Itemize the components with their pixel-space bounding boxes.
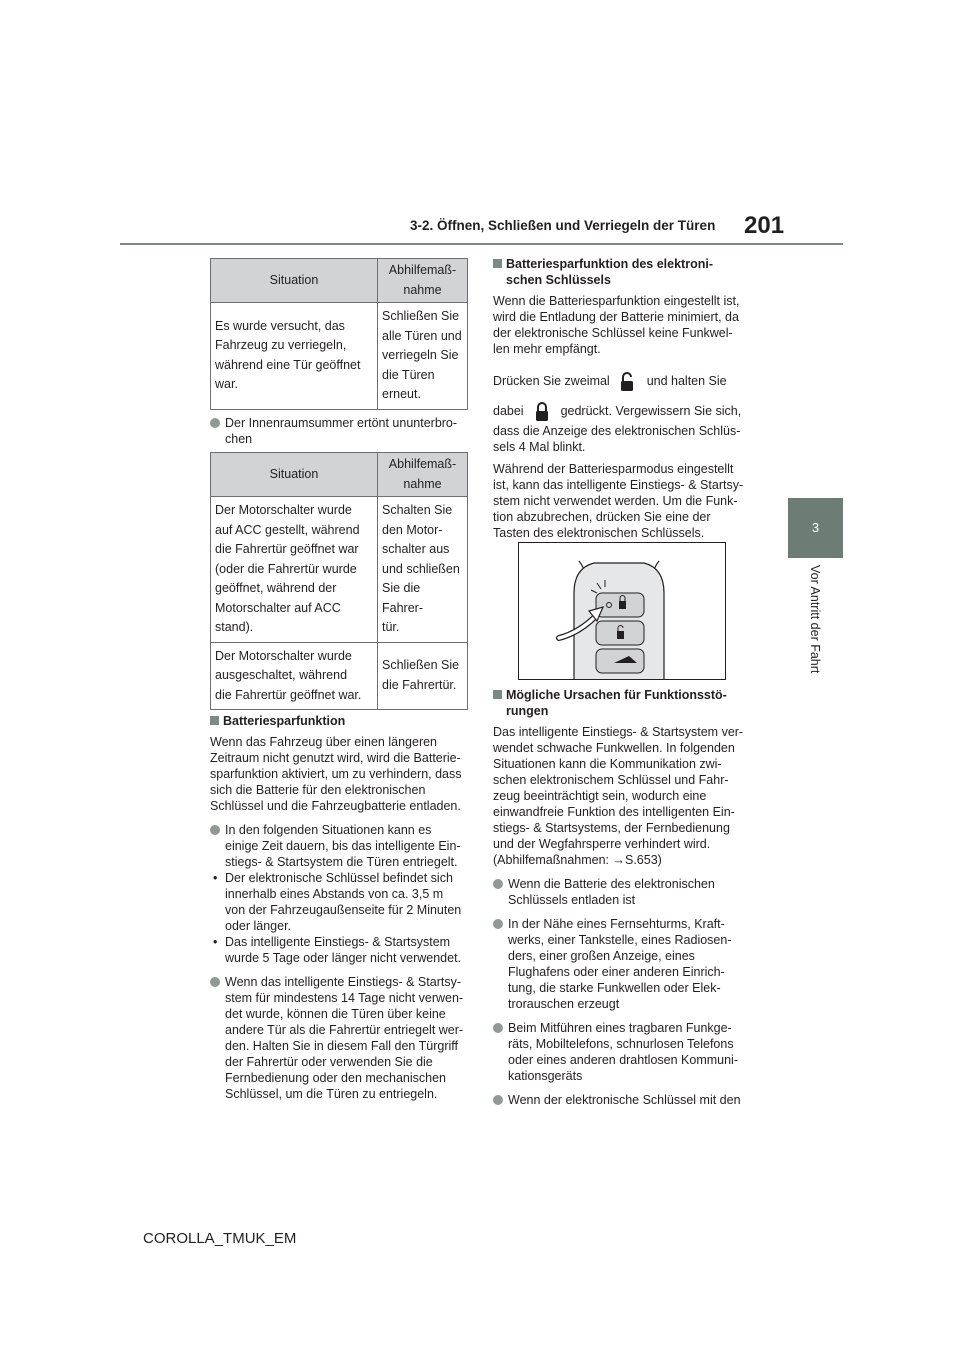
key-battery-text-2: Während der Batteriesparmodus eingestellt ist, kann das intelligente Einstiegs- & Startsy- stem nicht verwendet werden. Um die Funk- tion abzubrechen, drücken Sie eine der Tasten des elektronischen Schlüssels.: [493, 462, 744, 540]
malfunction-bullet-1: Wenn die Batterie des elektronischen Schlüssels entladen ist: [493, 876, 763, 908]
key-battery-text: Wenn die Batteriesparfunktion eingestellt ist, wird die Entladung der Batterie minimiert, da der elektronische Schlüssel keine Funkwel- len mehr empfängt.: [493, 294, 740, 356]
key-battery-instruction-3: dass die Anzeige des elektronischen Schlüs- sels 4 Mal blinkt.: [493, 424, 741, 454]
page-number: 201: [744, 212, 785, 239]
situation-table-2: [210, 452, 468, 710]
situation-table-1: [210, 258, 468, 410]
chapter-tab: 3: [788, 498, 843, 558]
table-header: Situation: [211, 453, 378, 497]
footer-model-code: COROLLA_TMUK_EM: [143, 1230, 297, 1247]
malfunction-heading: Mögliche Ursachen für Funktionsstö- rungen: [493, 687, 763, 719]
key-fob-illustration: [518, 542, 726, 680]
bullet-interior-buzzer: Der Innenraumsummer ertönt ununterbro- chen: [210, 415, 472, 447]
table-row: [211, 642, 468, 710]
table-cell: Es wurde versucht, das Fahrzeug zu verriegeln, während eine Tür geöffnet war.: [211, 303, 378, 410]
table-cell: Schalten Sie den Motor- schalter aus und schließen Sie die Fahrer- tür.: [378, 497, 468, 643]
unlock-icon: [619, 372, 637, 392]
chapter-label: Vor Antritt der Fahrt: [808, 565, 822, 674]
key-battery-instruction-1: Drücken Sie zweimal und halten Sie: [493, 369, 763, 393]
malfunction-bullet-3: Beim Mitführen eines tragbaren Funkge- räts, Mobiltelefons, schnurlosen Telefons oder eines anderen drahtlosen Kommuni- kationsgeräts: [493, 1020, 763, 1084]
battery-heading: Batteriesparfunktion: [210, 713, 472, 729]
key-battery-instruction-2: dabei gedrückt. Vergewissern Sie sich,: [493, 399, 763, 423]
table-header: Situation: [211, 259, 378, 303]
battery-text: Wenn das Fahrzeug über einen längeren Zeitraum nicht genutzt wird, wird die Batterie- sparfunktion aktiviert, um zu verhindern, dass sich die Batterie für den elektronischen Schlüssel und die Fahrzeugbatterie entladen.: [210, 735, 462, 813]
table-cell: Der Motorschalter wurde ausgeschaltet, während die Fahrertür geöffnet war.: [211, 642, 378, 710]
key-battery-heading: Batteriesparfunktion des elektroni- schen Schlüssels: [493, 256, 763, 288]
malfunction-text: Das intelligente Einstiegs- & Startsystem ver- wendet schwache Funkwellen. In folgenden Situationen kann die Kommunikation zwi- schen elektronischem Schlüssel und Fahr- zeug beeinträchtigt sein, wodurch eine einwandfreie Funktion des intelligenten Ein- stiegs- & Startsystems, der Fernbedienung und der Wegfahrsperre verhindert wird. (Abhilfemaßnahmen: →S.653): [493, 725, 744, 867]
malfunction-bullet-2: In der Nähe eines Fernsehturms, Kraft- werks, einer Tankstelle, eines Radiosen- ders, einer großen Anzeige, eines Flughafens oder einer anderen Einrich- tung, die starke Funkwellen oder Elek- trorauschen erzeugt: [493, 916, 763, 1012]
table-cell: Schließen Sie alle Türen und verriegeln Sie die Türen erneut.: [378, 303, 468, 410]
table-row: [211, 497, 468, 643]
battery-sub-1: • Der elektronische Schlüssel befindet sich innerhalb eines Abstands von ca. 3,5 m von der Fahrzeugaußenseite für 2 Minuten oder länger.: [213, 871, 462, 933]
table-cell: Schließen Sie die Fahrertür.: [378, 642, 468, 710]
battery-sub-2: • Das intelligente Einstiegs- & Startsystem wurde 5 Tage oder länger nicht verwendet.: [213, 935, 462, 965]
section-title: 3-2. Öffnen, Schließen und Verriegeln der Türen: [410, 218, 716, 233]
malfunction-bullet-4: Wenn der elektronische Schlüssel mit den: [493, 1092, 763, 1108]
header-rule: [120, 243, 843, 245]
table-header: Abhilfemaß- nahme: [378, 453, 468, 497]
table-row: [211, 303, 468, 410]
battery-bullet-2: Wenn das intelligente Einstiegs- & Startsy- stem für mindestens 14 Tage nicht verwen- det wurde, können die Türen über keine andere Tür als die Fahrertür entriegelt wer- den. Halten Sie in diesem Fall den Türgriff der Fahrertür oder verwenden Sie die Fernbedienung oder den mechanischen Schlüssel, um die Türen zu entriegeln.: [210, 974, 472, 1102]
table-cell: Der Motorschalter wurde auf ACC gestellt, während die Fahrertür geöffnet war (oder die Fahrertür wurde geöffnet, während der Motorschalter auf ACC stand).: [211, 497, 378, 643]
table-header: Abhilfemaß- nahme: [378, 259, 468, 303]
lock-icon: [533, 402, 551, 422]
battery-bullet-1: In den folgenden Situationen kann es einige Zeit dauern, bis das intelligente Ein- stiegs- & Startsystem die Türen entriegelt.: [210, 822, 472, 870]
